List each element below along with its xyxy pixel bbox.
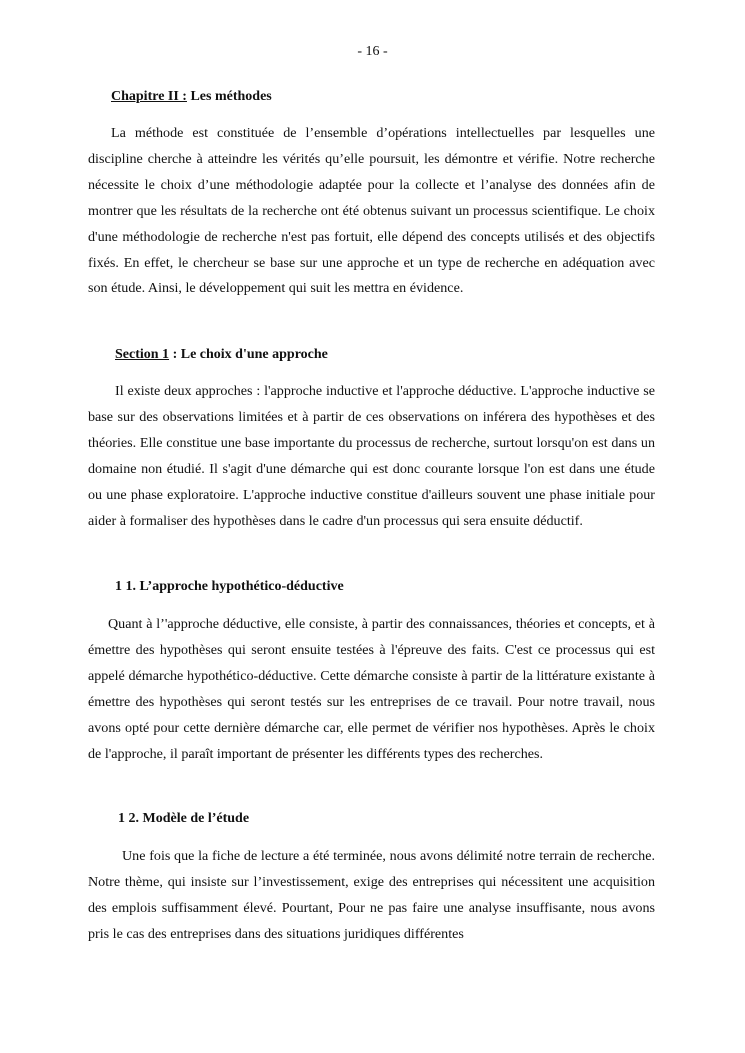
section-title: : Le choix d'une approche — [169, 347, 328, 362]
paragraph-deductive-approach: Quant à l’'approche déductive, elle consiste, à partir des connaissances, théories et concepts, et à émettre des hypothèses qui seront ensuite testées à l'épreuve des faits. C'est ce processus qui est appelé démarche hypothético-déductive. Cette démarche consiste à partir de la littérature existante à émettre des hypothèses qui seront testés sur les entreprises de ce travail. Pour notre travail, nous avons opté pour cette dernière démarche car, elle permet de vérifier nos hypothèses. Après le choix de l'approche, il paraît important de présenter les différents types des recherches. — [88, 616, 655, 762]
paragraph-study-model: Une fois que la fiche de lecture a été terminée, nous avons délimité notre terrain de recherche. Notre thème, qui insiste sur l’investissement, exige des entreprises qui nécessitent une acquisition des emplois suffisamment élevé. Pourtant, Pour ne pas faire une analyse insuffisante, nous avons pris le cas des entreprises dans des situations juridiques différentes — [88, 848, 655, 942]
chapter-title: Les méthodes — [186, 89, 272, 104]
chapter-heading — [111, 89, 272, 105]
subsection-heading-study-model: 1 2. Modèle de l’étude — [118, 811, 250, 826]
chapter-label: Chapitre II : — [111, 89, 187, 104]
page-number: - 16 - — [357, 44, 388, 59]
paragraph-methods-intro: La méthode est constituée de l’ensemble d’opérations intellectuelles par lesquelles une discipline cherche à atteindre les vérités qu’elle poursuit, les démontre et vérifie. Notre recherche nécessite le choix d’une méthodologie adaptée pour la collecte et l’analyse des données afin de montrer que les résultats de la recherche ont été obtenus suivant un processus scientifique. Le choix d'une méthodologie de recherche n'est pas fortuit, elle dépend des concepts utilisés et des objectifs fixés. En effet, le chercheur se base sur une approche et un type de recherche en adéquation avec son étude. Ainsi, le développement qui suit les mettra en évidence. — [88, 125, 655, 297]
section-heading — [115, 347, 328, 363]
paragraph-approaches: Il existe deux approches : l'approche inductive et l'approche déductive. L'approche inductive se base sur des observations limitées et à partir de ces observations on inférera des hypothèses et des théories. Elle constitue une base importante du processus de recherche, surtout lorsqu'on est dans un domaine non étudié. Il s'agit d'une démarche qui est donc courante lorsque l'on est dans une étude ou une phase exploratoire. L'approche inductive constitue d'ailleurs souvent une phase initiale pour aider à formaliser des hypothèses dans le cadre d'un processus qui sera ensuite déductif. — [88, 383, 655, 529]
section-label: Section 1 — [115, 347, 170, 362]
subsection-heading-hypothetico-deductive: 1 1. L’approche hypothético-déductive — [115, 579, 344, 594]
